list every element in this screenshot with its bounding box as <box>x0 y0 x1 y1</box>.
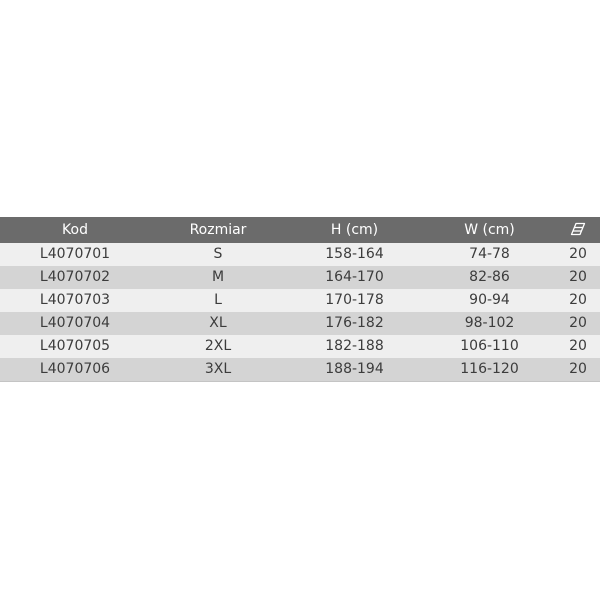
cell-width: 98-102 <box>464 315 515 331</box>
table-body <box>0 243 600 382</box>
cell-kod: L4070706 <box>39 361 111 377</box>
cell-rozmiar: L <box>214 292 222 308</box>
cell-height: 176-182 <box>325 315 384 331</box>
cell-kod: L4070703 <box>39 292 111 308</box>
header-rozmiar: Rozmiar <box>189 222 247 238</box>
table-row <box>0 289 600 312</box>
table-row <box>0 335 600 358</box>
cell-quantity: 20 <box>569 361 587 377</box>
cell-rozmiar: XL <box>209 315 227 331</box>
cell-height: 158-164 <box>325 246 384 262</box>
header-kod: Kod <box>62 222 88 238</box>
cell-rozmiar: S <box>213 246 223 262</box>
cell-rozmiar: 2XL <box>204 338 232 354</box>
cell-height: 182-188 <box>325 338 384 354</box>
cell-kod: L4070704 <box>39 315 111 331</box>
cell-kod: L4070701 <box>39 246 111 262</box>
cell-width: 106-110 <box>460 338 519 354</box>
table-row <box>0 243 600 266</box>
cell-height: 188-194 <box>325 361 384 377</box>
cell-height: 164-170 <box>325 269 384 285</box>
cell-quantity: 20 <box>569 315 587 331</box>
cell-quantity: 20 <box>569 269 587 285</box>
table-row <box>0 312 600 335</box>
header-width: W (cm) <box>464 222 515 238</box>
size-chart-table <box>0 217 600 382</box>
cell-width: 116-120 <box>460 361 519 377</box>
table-row <box>0 358 600 382</box>
cell-kod: L4070705 <box>39 338 111 354</box>
header-quantity <box>556 217 600 243</box>
cell-rozmiar: 3XL <box>204 361 232 377</box>
cell-width: 82-86 <box>469 269 510 285</box>
cell-width: 90-94 <box>469 292 510 308</box>
cell-rozmiar: M <box>211 269 225 285</box>
table-row <box>0 266 600 289</box>
cell-kod: L4070702 <box>39 269 111 285</box>
cell-width: 74-78 <box>469 246 510 262</box>
cell-quantity: 20 <box>569 292 587 308</box>
header-height: H (cm) <box>330 222 379 238</box>
cell-quantity: 20 <box>569 338 587 354</box>
table-header-row <box>0 217 600 243</box>
package-quantity-icon <box>570 222 586 236</box>
cell-quantity: 20 <box>569 246 587 262</box>
cell-height: 170-178 <box>325 292 384 308</box>
